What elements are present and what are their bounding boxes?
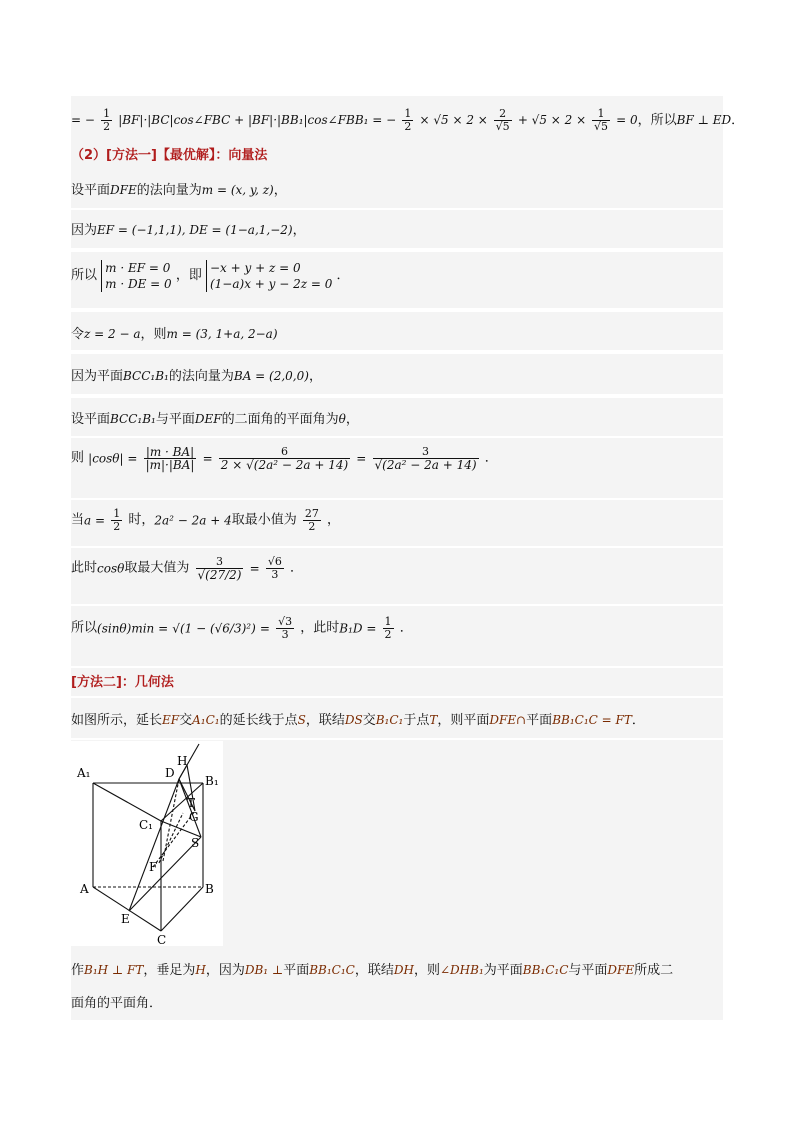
- line-1: = − $\frac{1}{2}$ |BF|·|BC|cos∠FBC + |BF|·|BB₁|cos∠FBB₁ = − $\frac{1}{2}$ × √5 × 2 × $\frac{2}{√5}$ + √5 × 2 × $\frac{1}{√5}$ = 0，所以BF ⊥ ED．: [71, 107, 745, 133]
- label-A1: A₁: [77, 766, 91, 780]
- heading-method-1: （2）[方法一]【最优解】：向量法: [71, 148, 268, 163]
- system-2: −x + y + z = 0 (1−a)x + y − 2z = 0: [206, 260, 332, 292]
- l1-tail: × √5 × 2 ×: [419, 113, 492, 127]
- line-16: 作B₁H ⊥ FT，垂足为H，因为DB₁ ⊥平面BB₁C₁C，联结DH，则∠DHB₁为平面BB₁C₁C与平面DFE所成二: [71, 963, 674, 978]
- frac-2-sqrt5: $\frac{2}{√5}$: [495, 107, 510, 133]
- line-8: 设平面BCC₁B₁与平面DEF的二面角的平面角为θ，: [71, 412, 359, 427]
- line-3: 设平面DFE的法向量为m = (x, y, z)，: [71, 183, 287, 198]
- l1-math: |BF|·|BC|cos∠FBC + |BF|·|BB₁|cos∠FBB₁ = −: [118, 113, 397, 127]
- l1-conclusion: BF ⊥ ED: [676, 113, 732, 127]
- line-9: 则 |cosθ| = $\frac{|m \cdot BA|}{|m|\cdot|BA|}$ = $\frac{6}{\text{2 × √(2a² − 2a + 14)}}$ = $\frac{3}{\text{√(2a² − 2a + 14)}}$ ．: [71, 445, 498, 472]
- frac-1-sqrt5: $\frac{1}{√5}$: [593, 107, 608, 133]
- frac-half: $\frac{1}{2}$: [103, 107, 111, 133]
- line-12: 所以(sinθ)min = √(1 − (√6/3)²) = $\frac{√3}{3}$ ，此时B₁D = $\frac{1}{2}$ ．: [71, 615, 413, 641]
- l1-text: ，所以: [637, 113, 677, 128]
- frac-half-2: $\frac{1}{2}$: [404, 107, 412, 133]
- cos-frac-2: $\frac{6}{\text{2 × √(2a² − 2a + 14)}}$: [220, 445, 349, 472]
- cos-frac-3: $\frac{3}{\text{√(2a² − 2a + 14)}}$: [374, 445, 477, 472]
- line-7: 因为平面BCC₁B₁的法向量为BA = (2,0,0)，: [71, 369, 322, 384]
- label-B: B: [205, 882, 214, 896]
- line-17: 面角的平面角．: [71, 996, 163, 1011]
- prism-diagram: [71, 741, 223, 946]
- line-4: 因为EF = (−1,1,1), DE = (1−a,1,−2)，: [71, 223, 306, 238]
- line-14: 如图所示，延长EF交A₁C₁的延长线于点S，联结DS交B₁C₁于点T，则平面DFE∩平面BB₁C₁C = FT．: [71, 713, 645, 728]
- prism-figure: [71, 741, 223, 946]
- label-H: H: [177, 754, 188, 768]
- label-C1: C₁: [139, 818, 153, 832]
- label-C: C: [157, 933, 167, 946]
- label-E: E: [121, 912, 130, 926]
- label-D: D: [165, 766, 175, 780]
- line-11: 此时cosθ取最大值为 $\frac{3}{√(27/2)}$ = $\frac{√6}{3}$ ．: [71, 555, 303, 582]
- cos-frac-1: $\frac{|m \cdot BA|}{|m|\cdot|BA|}$: [145, 445, 195, 472]
- label-T: T: [187, 796, 196, 810]
- heading-method-2: [方法二]：几何法: [71, 675, 174, 690]
- l1-prefix: = −: [71, 113, 95, 127]
- line-6: 令z = 2 − a，则m = (3, 1+a, 2−a): [71, 327, 278, 342]
- system-1: m · EF = 0 m · DE = 0: [101, 260, 172, 292]
- label-S: S: [191, 836, 200, 850]
- l1-tail2: + √5 × 2 ×: [517, 113, 590, 127]
- label-G: G: [189, 810, 199, 824]
- l1-eq: = 0: [616, 113, 638, 127]
- label-F: F: [149, 860, 158, 874]
- line-10: 当a = $\frac{1}{2}$ 时，2a² − 2a + 4取最小值为 $\frac{27}{2}$ ，: [71, 507, 341, 533]
- label-B1: B₁: [205, 774, 219, 788]
- line-5: 所以 m · EF = 0 m · DE = 0 ，即 −x + y + z = 0 (1−a)x + y − 2z = 0 ．: [71, 261, 350, 291]
- band-16: [71, 948, 723, 1020]
- label-A: A: [80, 882, 89, 896]
